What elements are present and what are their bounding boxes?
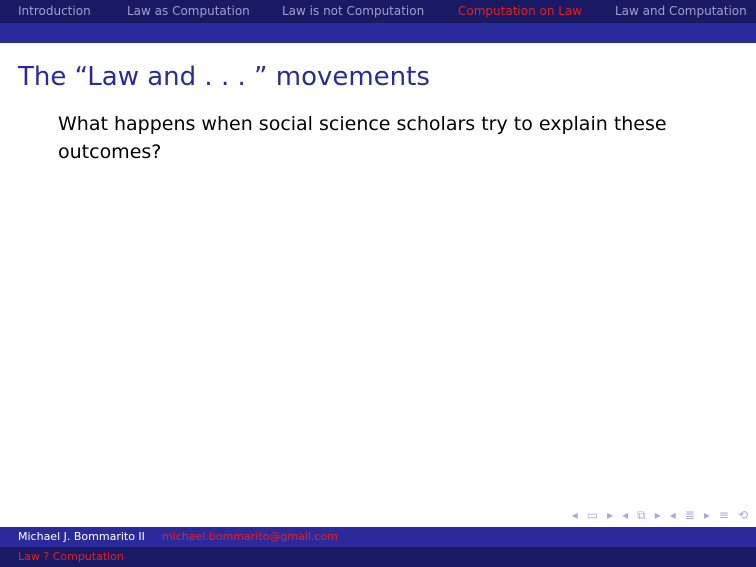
nav-item-computation-on-law[interactable]: Computation on Law xyxy=(458,4,583,18)
slide-body-text: What happens when social science scholars try to explain these outcomes? xyxy=(58,113,667,163)
nav-subsection-right-icon[interactable]: ▸ xyxy=(654,508,661,522)
nav-item-introduction[interactable]: Introduction xyxy=(18,4,91,18)
nav-section-icon[interactable]: ≣ xyxy=(684,508,695,522)
nav-item-law-is-not-computation[interactable]: Law is not Computation xyxy=(282,4,425,18)
nav-search-icon[interactable]: ⟲ xyxy=(737,508,748,522)
nav-section-right-icon[interactable]: ▸ xyxy=(703,508,710,522)
footer-author: Michael J. Bommarito II xyxy=(18,530,145,543)
nav-item-law-and-computation[interactable]: Law and Computation xyxy=(615,4,747,18)
nav-frame-icon[interactable]: ▭ xyxy=(586,508,599,522)
subsection-bar xyxy=(0,23,756,43)
footer-author-bar xyxy=(0,527,756,547)
footer-short-title: Law ? Computation xyxy=(18,550,124,563)
nav-subsection-icon[interactable]: ⧉ xyxy=(637,508,646,522)
nav-item-law-as-computation[interactable]: Law as Computation xyxy=(127,4,250,18)
slide-title: The “Law and . . . ” movements xyxy=(18,62,430,92)
nav-subsection-left-icon[interactable]: ◂ xyxy=(622,508,629,522)
nav-document-icon[interactable]: ≡ xyxy=(718,508,729,522)
beamer-navigation-symbols xyxy=(572,507,748,523)
section-navigation-bar xyxy=(0,0,756,23)
footer-title-bar xyxy=(0,547,756,567)
nav-section-left-icon[interactable]: ◂ xyxy=(669,508,676,522)
nav-frame-right-icon[interactable]: ▸ xyxy=(607,508,614,522)
footer-email-link[interactable]: michael.bommarito@gmail.com xyxy=(162,530,338,543)
nav-frame-left-icon[interactable]: ◂ xyxy=(571,508,578,522)
